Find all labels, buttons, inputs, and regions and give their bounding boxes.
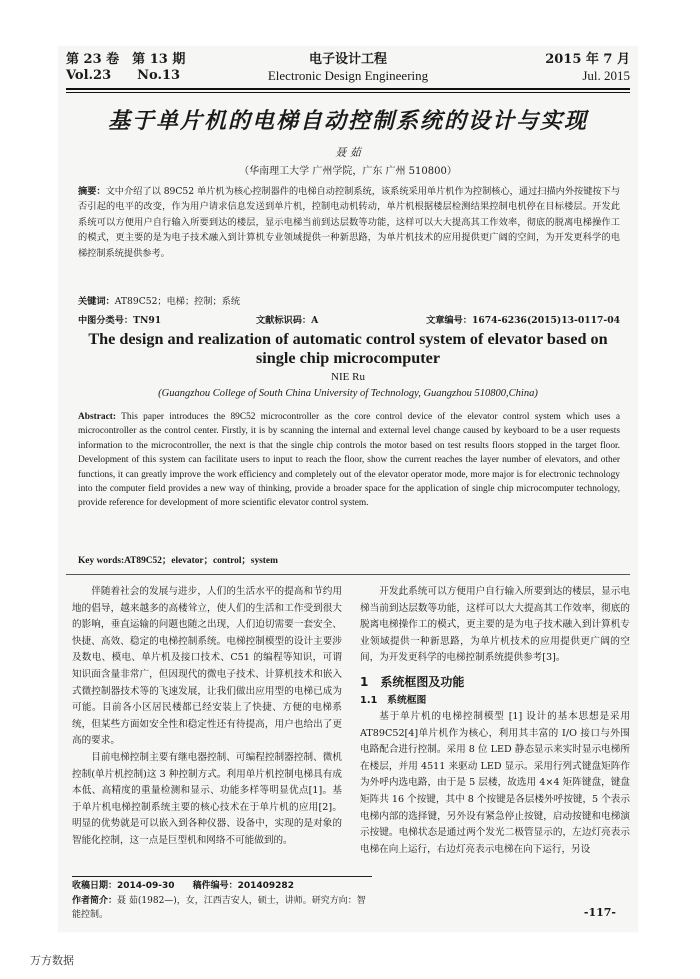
abstract-text: 文中介绍了以 89C52 单片机为核心控制器件的电梯自动控制系统，该系统采用单片机作为控制核心，通过扫描内外按键按下与否引起的电平的改变，作为用户请求信息发送到单片机，控制电动机转动，单片机根据楼层检测结果控制电机停在目标楼层。开发此系统可以方便用户自行输入所要到达的楼层，显示电梯当前到达层数等功能，这样可以大大提高其工作效率，彻底的脱离电梯操作工的模式，更主要的是为电子技术融入到计算机专业领域提供一种新思路，为单片机技术的应用提供更广阔的空间，为开发更科学的电梯控制系统提供参考。 — [78, 186, 621, 259]
footnote — [72, 876, 372, 923]
author-chinese: 聂 茹 — [335, 146, 361, 159]
affiliation-english: (Guangzhou College of South China University of Technology, Guangzhou 510800,China) — [158, 388, 538, 399]
journal-name: 电子设计工程 Electronic Design Engineering — [267, 52, 429, 83]
article-number: 文章编号：1674-6236(2015)13-0117-04 — [426, 315, 620, 326]
paragraph: 目前电梯控制主要有继电器控制、可编程控制器控制、微机控制(单片机控制)这 3 种控制方式。利用单片机控制电梯具有成本低、高精度的重量检测和显示、功能多样等明显优点[1]。基于单片机电梯控制系统主要的核心技术在于单片机的应用[2]。明显的优势就是可以嵌入到各种仪器、设备中，实现的是对象的智能化控制，这一点是巨型机和网络不可能做到的。 — [72, 751, 342, 846]
paragraph: 伴随着社会的发展与进步，人们的生活水平的提高和节约用地的倡导，越来越多的高楼耸立，使人们的生活和工作受到很大的影响，垂直运输的问题也随之出现，人们迫切需要一套安全、快捷、高效、稳定的电梯控制系统。电梯控制模型的设计主要涉及数电、模电、单片机及接口技术、C51 的编程等知识，可谓知识面含量非常广，但因现代的微电子技术、计算机技术和嵌入式微控制器技术等的飞速发展，让我们做出应用型的电梯已成为可能。目前各小区居民楼都已经安装上了快捷、方便的电梯系统，但某些方面如安全性和稳定性还有待提高，用户也给出了更高的要求。 — [72, 586, 342, 747]
subsection-heading: 1.1 系统框图 — [360, 694, 427, 706]
affiliation-chinese: （华南理工大学 广州学院，广东 广州 510800） — [239, 166, 457, 177]
bio-label: 作者简介： — [72, 895, 118, 906]
author-bio: 聂 茹(1982—)，女，江西吉安人，硕士，讲师。研究方向：智能控制。 — [72, 895, 366, 921]
page-number: -117- — [583, 906, 616, 919]
document-code: 文献标识码：A — [256, 315, 319, 326]
title-english: The design and realization of automatic control system of elevator based on single chip microcomputer — [88, 330, 608, 367]
volume-issue: 第 23 卷 第 13 期 Vol.23 No.13 — [66, 52, 186, 83]
paragraph: 基于单片机的电梯控制模型 [1] 设计的基本思想是采用 AT89C52[4]单片机作为核心，利用其丰富的 I/O 接口与外围电路配合进行控制。采用 8 位 LED 静态显示来实时显示电梯所在楼层，并用 4511 来驱动 LED 显示。采用行列式键盘矩阵作为外呼内选电路，由于是 5 层楼，故选用 4×4 矩阵键盘，键盘矩阵共 16 个按键，其中 8 个按键是各层楼外呼按键，5 个表示电梯内部的选择键，另外设有紧急停止按键，启动按键和电梯演示按键。电梯状态是通过两个发光二极管显示的，左边灯亮表示电梯在向上运行，右边灯亮表示电梯在向下运行，另设 — [360, 710, 630, 855]
source-watermark: 万方数据 — [30, 954, 74, 967]
header-rule-thick — [66, 88, 630, 90]
keywords-english: Key words:AT89C52；elevator；control；system — [78, 556, 278, 566]
section-heading: 1 系统框图及功能 — [360, 674, 465, 689]
paragraph: 开发此系统可以方便用户自行输入所要到达的楼层，显示电梯当前到达层数等功能，这样可以大大提高其工作效率，彻底的脱离电梯操作工的模式，更主要的是为电子技术融入到计算机专业领域提供一种新思路，为单片机技术的应用提供更广阔的空间，为开发更科学的电梯控制系统提供参考[3]。 — [360, 586, 630, 664]
issue-date: 2015 年 7 月 Jul. 2015 — [545, 52, 630, 83]
classification-line — [78, 312, 620, 326]
journal-page — [58, 46, 638, 932]
header-rule-thin — [66, 92, 630, 93]
abstract-english — [78, 410, 620, 511]
received-date: 收稿日期：2014-09-30 — [72, 881, 175, 891]
section-divider — [66, 574, 630, 575]
running-header — [66, 52, 630, 88]
body-column-left — [72, 584, 342, 850]
body-column-right — [360, 584, 630, 858]
keywords-chinese: 关键词：AT89C52；电梯；控制；系统 — [78, 296, 241, 307]
abstract-chinese — [78, 184, 620, 261]
manuscript-number: 稿件编号：201409282 — [192, 881, 294, 891]
clc-number: 中图分类号：TN91 — [78, 315, 162, 326]
abstract-en-text: This paper introduces the 89C52 microcontroller as the core control device of the elevator control system which uses a microcontroller as the control center. Firstly, it is by scanning the internal and external level change caused by keyboard to be a user requests information to the microcontroller, the next is that the single chip controls the motor based on test results floors stopped in the target floor. Development of this system can facilitate users to input to reach the floor, show the current reaches the layer number of elevators, and other functions, it can greatly improve the work efficiency and completely out of the elevator operator mode, more major is for electronic technology into the computer field provides a new way of thinking, provide a broader space for the application of single chip microcomputer technology, provide reference for development of more scientific elevator control system. — [78, 412, 620, 509]
abstract-label: 摘要： — [78, 186, 106, 197]
title-chinese: 基于单片机的电梯自动控制系统的设计与实现 — [107, 108, 588, 134]
abstract-en-label: Abstract: — [78, 412, 117, 422]
author-english: NIE Ru — [331, 371, 365, 383]
